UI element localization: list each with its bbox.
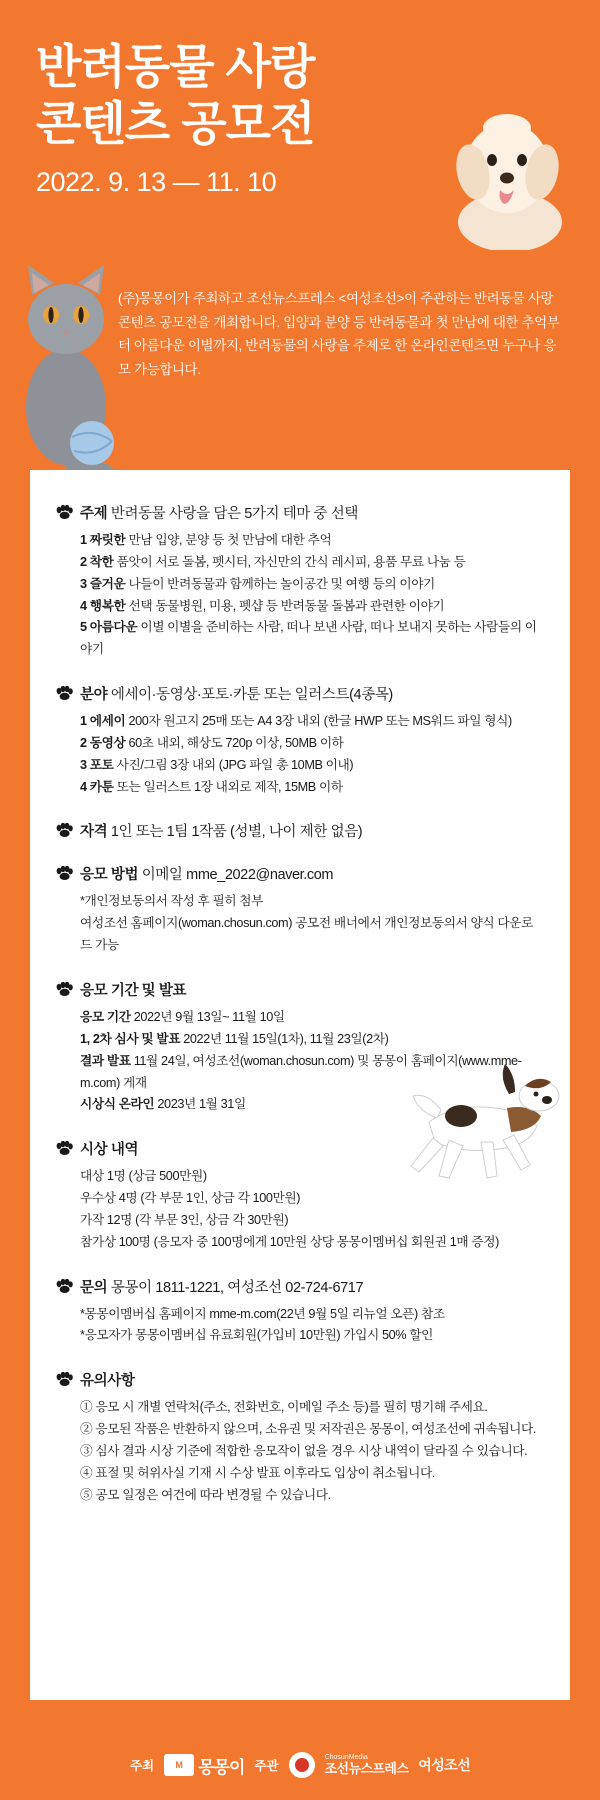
paw-icon: [56, 866, 73, 880]
section-heading: [56, 502, 540, 523]
section-line: ③ 심사 결과 시상 기준에 적합한 응모작이 없을 경우 시상 내역이 달라질 수 있습니다.: [80, 1443, 528, 1458]
section-line: 시상식 온라인 2023년 1월 31일: [80, 1097, 246, 1112]
intro-paragraph: (주)몽몽이가 주최하고 조선뉴스프레스 <여성조선>이 주관하는 반려동물 사랑 콘텐츠 공모전을 개최합니다. 입양과 분양 등 반려동물과 첫 만남에 대한 추억부터 아름다운 이별까지, 반려동물의 사랑을 주제로 한 온라인콘텐츠면 누구나 응모 가능합니다.: [118, 291, 560, 377]
section-heading: [56, 820, 540, 841]
section: [56, 1276, 540, 1348]
organizer-label: 주관: [254, 1759, 279, 1773]
section-lines: [56, 1166, 540, 1253]
section-line: 4 카툰 또는 일러스트 1장 내외로 제작, 15MB 이하: [80, 779, 343, 794]
section-title: [80, 820, 362, 841]
section: [56, 683, 540, 798]
section-title-suffix: 몽몽이 1811-1221, 여성조선 02-724-6717: [110, 1279, 364, 1296]
cat-icon: [6, 257, 126, 472]
poster-footer: [0, 1730, 600, 1800]
section-line: 4 행복한 선택 동물병원, 미용, 펫샵 등 반려동물 돌봄과 관련한 이야기: [80, 598, 445, 613]
section-title-text: 응모 기간 및 발표: [80, 982, 187, 999]
section: [56, 820, 540, 841]
section-title-text: 응모 방법: [80, 867, 139, 884]
section-heading: [56, 1369, 540, 1390]
section-title-suffix: 반려동물 사랑을 담은 5가지 테마 중 선택: [110, 506, 359, 522]
section-title: [80, 863, 333, 884]
section-title-suffix: 에세이·동영상·포토·카툰 또는 일러스트(4종목): [110, 687, 393, 704]
section-line: ① 응모 시 개별 연락처(주소, 전화번호, 이메일 주소 등)를 필히 명기해 주세요.: [80, 1400, 488, 1415]
host-label: 주최: [129, 1759, 155, 1773]
section-line: 응모 기간 2022년 9월 13일~ 11월 10일: [80, 1009, 285, 1024]
section: [56, 1369, 540, 1506]
section-line: *개인정보동의서 작성 후 필히 첨부: [80, 894, 264, 909]
section-title-text: 문의: [80, 1279, 108, 1296]
section-line: ④ 표절 및 허위사실 기재 시 수상 발표 이후라도 입상이 취소됩니다.: [80, 1465, 435, 1480]
mongmongi-logo: [164, 1753, 244, 1778]
host-name: 몽몽이: [198, 1757, 245, 1777]
section-line: 5 아름다운 이별 이별을 준비하는 사람, 떠나 보낸 사람, 떠나 보내지 못하는 사람들의 이야기: [80, 620, 537, 657]
section-heading: [56, 1276, 540, 1297]
organizer-name: 조선뉴스프레스: [324, 1760, 409, 1776]
section-line: 1 에세이 200자 원고지 25매 또는 A4 3장 내외 (한글 HWP 또는 MS워드 파일 형식): [80, 714, 512, 729]
section-line: 2 착한 품앗이 서로 돌봄, 펫시터, 자신만의 간식 레시피, 용품 무료 나눔 등: [80, 554, 466, 569]
section-lines: [56, 891, 540, 957]
section-heading: [56, 683, 540, 704]
section-title: [80, 979, 186, 1000]
dog-head-icon: [432, 100, 582, 250]
section-lines: [56, 1397, 540, 1506]
mongmongi-badge: M: [164, 1754, 194, 1776]
paw-icon: [56, 505, 73, 519]
section-line: ⑤ 공모 일정은 여건에 따라 변경될 수 있습니다.: [80, 1487, 331, 1502]
section-title: [80, 1138, 138, 1159]
chosun-media-label: ChosunMedia: [324, 1754, 368, 1761]
section-title-text: 유의사항: [80, 1373, 135, 1390]
paw-icon: [56, 1279, 73, 1293]
intro-block: [0, 265, 600, 470]
section: [56, 502, 540, 661]
section: [56, 1138, 540, 1253]
section-line: 가작 12명 (각 부문 3인, 상금 각 30만원): [80, 1212, 289, 1227]
paw-icon: [56, 982, 73, 996]
section-title-text: 시상 내역: [80, 1142, 139, 1159]
paw-icon: [56, 823, 73, 837]
chosun-logo: [325, 1754, 409, 1776]
section-title-suffix: 이메일 mme_2022@naver.com: [141, 867, 334, 884]
paw-icon: [56, 1372, 73, 1386]
section-line: 결과 발표 11월 24일, 여성조선(woman.chosun.com) 및 몽몽이 홈페이지(www.mme-m.com) 게재: [80, 1053, 522, 1090]
section-heading: [56, 863, 540, 884]
sections-list: [56, 502, 540, 1506]
section-line: 우수상 4명 (각 부문 1인, 상금 각 100만원): [80, 1191, 301, 1206]
section-line: 1 짜릿한 만남 입양, 분양 등 첫 만남에 대한 추억: [80, 533, 332, 547]
section-lines: [56, 530, 540, 661]
poster-header: [0, 0, 600, 265]
section: [56, 863, 540, 957]
section-title: [80, 683, 393, 704]
section-title: [80, 1369, 134, 1390]
section-title-suffix: 1인 또는 1팀 1작품 (성별, 나이 제한 없음): [110, 824, 363, 841]
section-line: 대상 1명 (상금 500만원): [80, 1169, 207, 1184]
details-card: [30, 470, 570, 1700]
paw-icon: [56, 1141, 73, 1155]
section-title-text: 자격: [80, 824, 108, 841]
page-title-line2: 콘텐츠 공모전: [36, 97, 315, 151]
section-title-text: 주제: [80, 506, 108, 522]
section-lines: [56, 1304, 540, 1348]
section-heading: [56, 1138, 540, 1159]
section-heading: [56, 979, 540, 1000]
page-title-line1: 반려동물 사랑: [36, 40, 315, 93]
section-line: *몽몽이멤버십 홈페이지 mme-m.com(22년 9월 5일 리뉴얼 오픈) 참조: [80, 1306, 445, 1321]
section-line: 여성조선 홈페이지(woman.chosun.com) 공모전 배너에서 개인정보동의서 양식 다운로드 가능: [80, 916, 533, 953]
section-line: ② 응모된 작품은 반환하지 않으며, 소유권 및 저작권은 몽몽이, 여성조선에 귀속됩니다.: [80, 1422, 537, 1437]
section: [56, 979, 540, 1116]
section-lines: [56, 1007, 540, 1116]
paw-icon: [56, 686, 73, 700]
chosun-mark-icon: [289, 1752, 315, 1778]
event-date: 2022. 9. 13 — 11. 10: [36, 166, 277, 197]
section-line: 2 동영상 60초 내외, 해상도 720p 이상, 50MB 이하: [80, 735, 344, 750]
section-line: 1, 2차 심사 및 발표 2022년 11월 15일(1차), 11월 23일(2차): [80, 1031, 389, 1046]
section-title: [80, 502, 358, 523]
section-lines: [56, 711, 540, 798]
section-title-text: 분야: [80, 687, 108, 704]
section-line: *응모자가 몽몽이멤버십 유료회원(가입비 10만원) 가입시 50% 할인: [80, 1328, 433, 1343]
section-title: [80, 1276, 363, 1297]
partner-name: 여성조선: [418, 1757, 470, 1773]
section-line: 3 포토 사진/그림 3장 내외 (JPG 파일 총 10MB 이내): [80, 757, 354, 772]
section-line: 참가상 100명 (응모자 중 100명에게 10만원 상당 몽몽이멤버십 회원권 1매 증정): [80, 1234, 499, 1249]
section-line: 3 즐거운 나들이 반려동물과 함께하는 놀이공간 및 여행 등의 이야기: [80, 576, 435, 591]
